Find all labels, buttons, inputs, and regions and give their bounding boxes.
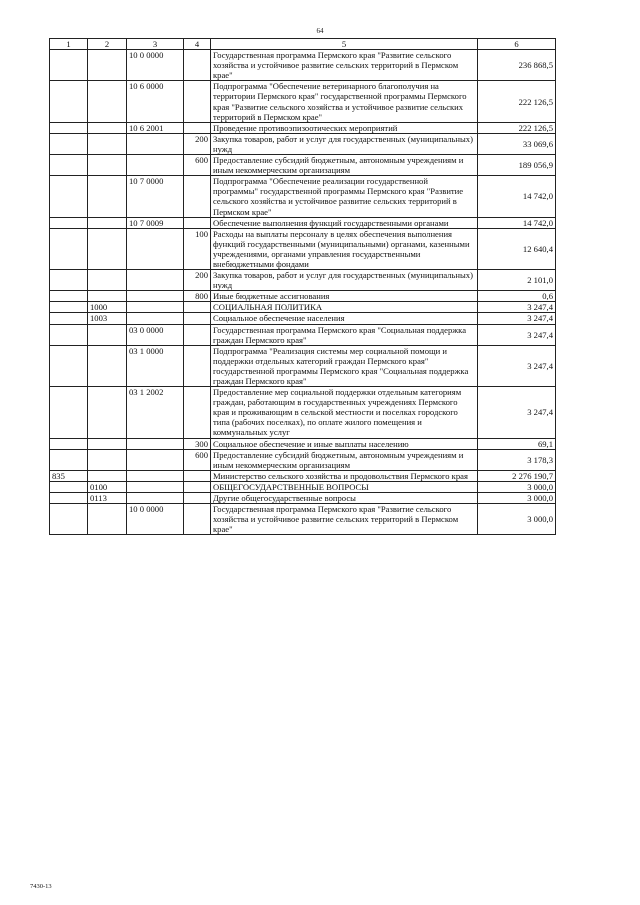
description-cell: Предоставление субсидий бюджетным, автономным учреждениям и иным некоммерческим организациям xyxy=(211,155,478,176)
target-item-cell: 10 0 0000 xyxy=(127,50,184,81)
expense-type-cell xyxy=(184,387,211,438)
section-cell xyxy=(88,449,127,470)
agency-code-cell xyxy=(50,81,88,122)
section-cell: 1000 xyxy=(88,302,127,313)
description-cell: Иные бюджетные ассигнования xyxy=(211,291,478,302)
target-item-cell: 10 6 2001 xyxy=(127,122,184,133)
table-row xyxy=(50,481,556,492)
agency-code-cell xyxy=(50,438,88,449)
description-cell: Подпрограмма "Реализация системы мер социальной помощи и поддержки отдельных категорий граждан Пермского края" государственной программы Пермского края "Социальная поддержка граждан Пермского края" xyxy=(211,345,478,386)
description-cell: Государственная программа Пермского края "Развитие сельского хозяйства и устойчивое развитие сельских территорий в Пермском крае" xyxy=(211,504,478,535)
target-item-cell xyxy=(127,302,184,313)
expense-type-cell: 600 xyxy=(184,449,211,470)
section-cell xyxy=(88,324,127,345)
target-item-cell xyxy=(127,449,184,470)
expense-type-cell xyxy=(184,470,211,481)
target-item-cell xyxy=(127,291,184,302)
table-row xyxy=(50,302,556,313)
target-item-cell xyxy=(127,493,184,504)
amount-cell: 3 247,4 xyxy=(478,387,556,438)
expense-type-cell xyxy=(184,313,211,324)
target-item-cell xyxy=(127,228,184,269)
table-row xyxy=(50,324,556,345)
agency-code-cell xyxy=(50,481,88,492)
page-number: 64 xyxy=(316,27,324,35)
section-cell xyxy=(88,387,127,438)
description-cell: Расходы на выплаты персоналу в целях обеспечения выполнения функций государственными (муниципальными) органами, казенными учреждениями, органами управления государственными внебюджетными фондами xyxy=(211,228,478,269)
target-item-cell xyxy=(127,155,184,176)
target-item-cell: 03 1 2002 xyxy=(127,387,184,438)
header-col-5: 5 xyxy=(211,39,478,50)
description-cell: Подпрограмма "Обеспечение ветеринарного благополучия на территории Пермского края" государственной программы Пермского края "Развитие сельского хозяйства и устойчивое развитие сельских территорий в Пермском крае" xyxy=(211,81,478,122)
section-cell xyxy=(88,228,127,269)
target-item-cell xyxy=(127,481,184,492)
agency-code-cell xyxy=(50,50,88,81)
table-row xyxy=(50,81,556,122)
header-col-2: 2 xyxy=(88,39,127,50)
section-cell xyxy=(88,176,127,217)
section-cell xyxy=(88,438,127,449)
table-row xyxy=(50,291,556,302)
section-cell xyxy=(88,122,127,133)
header-col-6: 6 xyxy=(478,39,556,50)
agency-code-cell xyxy=(50,228,88,269)
amount-cell: 3 247,4 xyxy=(478,302,556,313)
amount-cell: 0,6 xyxy=(478,291,556,302)
amount-cell: 222 126,5 xyxy=(478,81,556,122)
expense-type-cell: 300 xyxy=(184,438,211,449)
agency-code-cell xyxy=(50,133,88,154)
description-cell: Закупка товаров, работ и услуг для государственных (муниципальных) нужд xyxy=(211,133,478,154)
table-row xyxy=(50,217,556,228)
expense-type-cell: 200 xyxy=(184,270,211,291)
table-row xyxy=(50,270,556,291)
amount-cell: 3 178,3 xyxy=(478,449,556,470)
expense-type-cell xyxy=(184,504,211,535)
target-item-cell: 10 7 0009 xyxy=(127,217,184,228)
section-cell xyxy=(88,81,127,122)
table-row xyxy=(50,438,556,449)
table-row xyxy=(50,155,556,176)
amount-cell: 2 276 190,7 xyxy=(478,470,556,481)
amount-cell: 14 742,0 xyxy=(478,217,556,228)
expense-type-cell xyxy=(184,493,211,504)
document-code: 7430-13 xyxy=(30,883,52,890)
header-col-3: 3 xyxy=(127,39,184,50)
amount-cell: 33 069,6 xyxy=(478,133,556,154)
agency-code-cell xyxy=(50,449,88,470)
target-item-cell xyxy=(127,438,184,449)
section-cell xyxy=(88,291,127,302)
header-row xyxy=(50,39,556,50)
table-row xyxy=(50,50,556,81)
agency-code-cell xyxy=(50,291,88,302)
expense-type-cell xyxy=(184,122,211,133)
table-row xyxy=(50,345,556,386)
agency-code-cell xyxy=(50,302,88,313)
expense-type-cell xyxy=(184,324,211,345)
description-cell: СОЦИАЛЬНАЯ ПОЛИТИКА xyxy=(211,302,478,313)
target-item-cell xyxy=(127,270,184,291)
description-cell: Социальное обеспечение и иные выплаты населению xyxy=(211,438,478,449)
table-row xyxy=(50,313,556,324)
expense-type-cell xyxy=(184,81,211,122)
amount-cell: 69,1 xyxy=(478,438,556,449)
amount-cell: 3 000,0 xyxy=(478,493,556,504)
amount-cell: 189 056,9 xyxy=(478,155,556,176)
agency-code-cell xyxy=(50,270,88,291)
description-cell: ОБЩЕГОСУДАРСТВЕННЫЕ ВОПРОСЫ xyxy=(211,481,478,492)
expense-type-cell: 200 xyxy=(184,133,211,154)
agency-code-cell xyxy=(50,493,88,504)
table-row xyxy=(50,387,556,438)
description-cell: Проведение противоэпизоотических мероприятий xyxy=(211,122,478,133)
amount-cell: 3 000,0 xyxy=(478,504,556,535)
section-cell: 1003 xyxy=(88,313,127,324)
agency-code-cell xyxy=(50,313,88,324)
expense-type-cell xyxy=(184,50,211,81)
target-item-cell xyxy=(127,470,184,481)
table-row xyxy=(50,228,556,269)
section-cell xyxy=(88,270,127,291)
description-cell: Другие общегосударственные вопросы xyxy=(211,493,478,504)
target-item-cell xyxy=(127,313,184,324)
amount-cell: 2 101,0 xyxy=(478,270,556,291)
target-item-cell: 10 7 0000 xyxy=(127,176,184,217)
description-cell: Государственная программа Пермского края "Развитие сельского хозяйства и устойчивое развитие сельских территорий в Пермском крае" xyxy=(211,50,478,81)
agency-code-cell xyxy=(50,504,88,535)
expense-type-cell: 600 xyxy=(184,155,211,176)
header-col-4: 4 xyxy=(184,39,211,50)
amount-cell: 236 868,5 xyxy=(478,50,556,81)
description-cell: Предоставление мер социальной поддержки отдельным категориям граждан, работающим в государственных учреждениях Пермского края и проживающим в сельской местности и поселках городского типа (рабочих поселках), по оплате жилого помещения и коммунальных услуг xyxy=(211,387,478,438)
amount-cell: 12 640,4 xyxy=(478,228,556,269)
amount-cell: 3 247,4 xyxy=(478,324,556,345)
section-cell xyxy=(88,155,127,176)
agency-code-cell xyxy=(50,122,88,133)
expense-type-cell xyxy=(184,345,211,386)
table-row xyxy=(50,504,556,535)
description-cell: Министерство сельского хозяйства и продовольствия Пермского края xyxy=(211,470,478,481)
section-cell: 0113 xyxy=(88,493,127,504)
description-cell: Обеспечение выполнения функций государственными органами xyxy=(211,217,478,228)
agency-code-cell: 835 xyxy=(50,470,88,481)
amount-cell: 14 742,0 xyxy=(478,176,556,217)
header-col-1: 1 xyxy=(50,39,88,50)
description-cell: Подпрограмма "Обеспечение реализации государственной программы" государственной программы Пермского края "Развитие сельского хозяйства и устойчивое развитие сельских территорий в Пермском крае" xyxy=(211,176,478,217)
amount-cell: 222 126,5 xyxy=(478,122,556,133)
table-row xyxy=(50,122,556,133)
table-row xyxy=(50,449,556,470)
table-row xyxy=(50,493,556,504)
target-item-cell: 10 6 0000 xyxy=(127,81,184,122)
expense-type-cell: 100 xyxy=(184,228,211,269)
budget-table xyxy=(49,38,556,535)
agency-code-cell xyxy=(50,217,88,228)
description-cell: Государственная программа Пермского края "Социальная поддержка граждан Пермского края" xyxy=(211,324,478,345)
description-cell: Закупка товаров, работ и услуг для государственных (муниципальных) нужд xyxy=(211,270,478,291)
table-row xyxy=(50,176,556,217)
section-cell xyxy=(88,50,127,81)
agency-code-cell xyxy=(50,155,88,176)
section-cell xyxy=(88,470,127,481)
section-cell xyxy=(88,133,127,154)
section-cell: 0100 xyxy=(88,481,127,492)
table-row xyxy=(50,133,556,154)
description-cell: Предоставление субсидий бюджетным, автономным учреждениям и иным некоммерческим организациям xyxy=(211,449,478,470)
target-item-cell: 03 1 0000 xyxy=(127,345,184,386)
expense-type-cell xyxy=(184,481,211,492)
description-cell: Социальное обеспечение населения xyxy=(211,313,478,324)
agency-code-cell xyxy=(50,345,88,386)
amount-cell: 3 000,0 xyxy=(478,481,556,492)
expense-type-cell xyxy=(184,302,211,313)
expense-type-cell xyxy=(184,217,211,228)
table-body xyxy=(50,50,556,535)
section-cell xyxy=(88,345,127,386)
section-cell xyxy=(88,504,127,535)
expense-type-cell xyxy=(184,176,211,217)
section-cell xyxy=(88,217,127,228)
amount-cell: 3 247,4 xyxy=(478,313,556,324)
agency-code-cell xyxy=(50,324,88,345)
agency-code-cell xyxy=(50,387,88,438)
expense-type-cell: 800 xyxy=(184,291,211,302)
amount-cell: 3 247,4 xyxy=(478,345,556,386)
target-item-cell: 03 0 0000 xyxy=(127,324,184,345)
table-row xyxy=(50,470,556,481)
target-item-cell: 10 0 0000 xyxy=(127,504,184,535)
target-item-cell xyxy=(127,133,184,154)
agency-code-cell xyxy=(50,176,88,217)
